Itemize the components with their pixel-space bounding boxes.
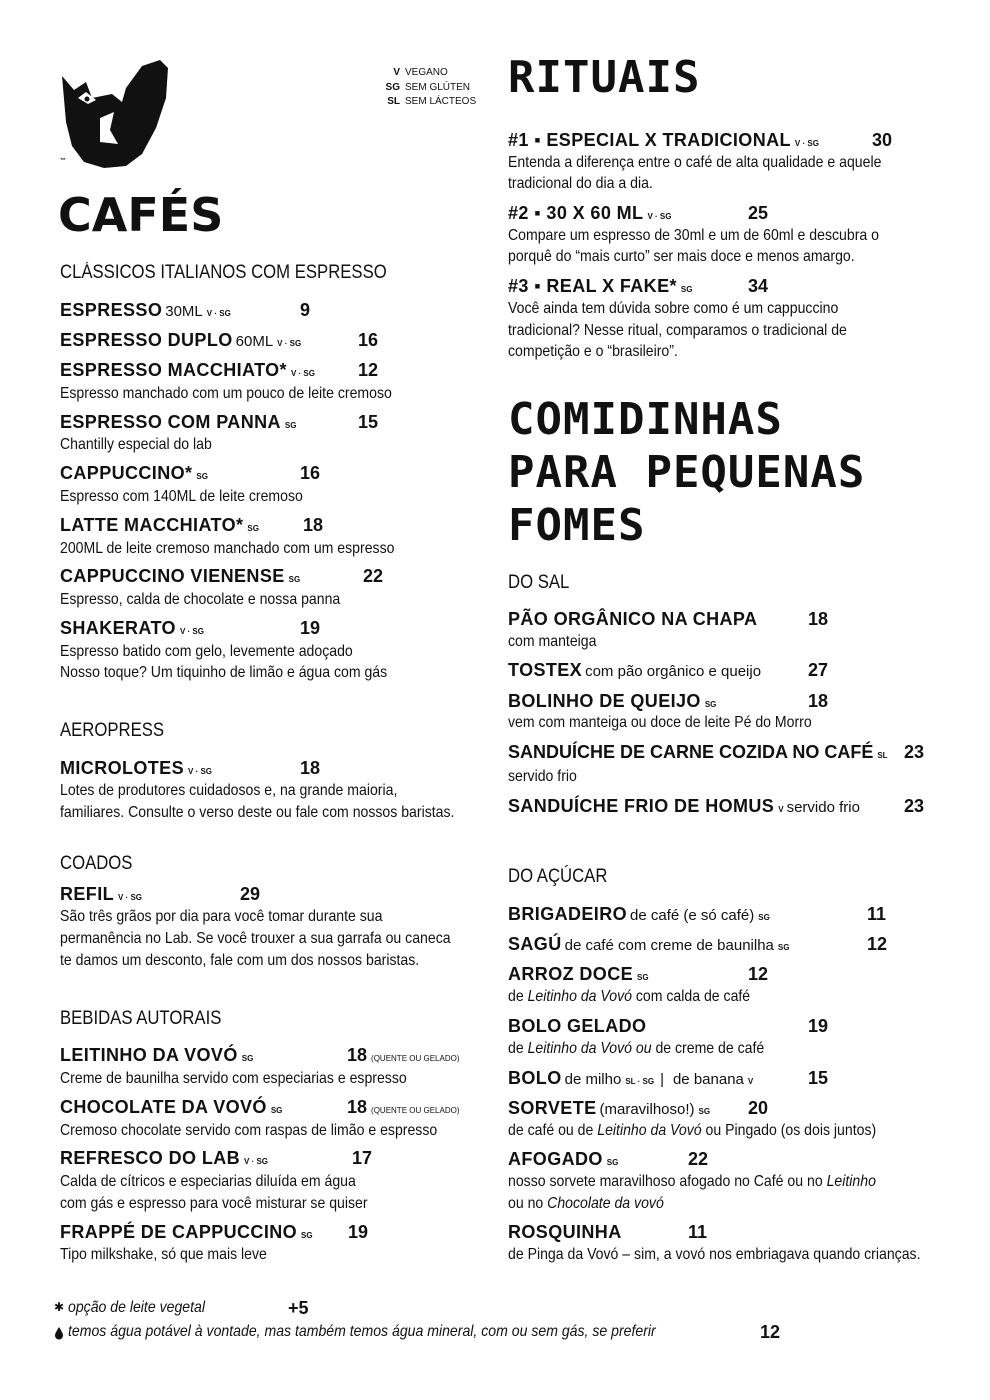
section-sal: DO SAL xyxy=(508,572,570,593)
menu-item: FRAPPÉ DE CAPPUCCINO SG xyxy=(60,1222,313,1242)
fox-logo xyxy=(56,58,176,170)
price: 12 xyxy=(358,360,379,380)
price: 20 xyxy=(748,1098,769,1118)
item-desc: Espresso com 140ML de leite cremoso xyxy=(60,488,303,505)
price: 16 xyxy=(300,463,321,483)
menu-item: BOLO de milho SL · SG | de banana V xyxy=(508,1068,754,1088)
menu-item: SANDUÍCHE FRIO DE HOMUS V servido frio xyxy=(508,796,860,816)
item-desc: te damos um desconto, fale com um dos nossos baristas. xyxy=(60,952,420,969)
item-desc: Espresso, calda de chocolate e nossa panna xyxy=(60,591,341,608)
price: 18 xyxy=(303,515,324,535)
item-desc: familiares. Consulte o verso deste ou fale com nossos baristas. xyxy=(60,804,455,821)
item-desc: de Leitinho da Vovó ou de creme de café xyxy=(508,1040,765,1057)
item-desc: Espresso batido com gelo, levemente adoçado xyxy=(60,643,353,660)
price: 12 xyxy=(867,934,888,954)
price: 18 xyxy=(808,609,829,629)
price: 27 xyxy=(808,660,829,680)
item-desc: Nosso toque? Um tiquinho de limão e água com gás xyxy=(60,664,388,681)
item-desc: servido frio xyxy=(508,768,577,785)
item-desc: tradicional? Nesse ritual, comparamos o tradicional de xyxy=(508,322,847,339)
comidinhas-title: COMIDINHAS PARA PEQUENAS FOMES xyxy=(508,394,866,551)
price: 18 (QUENTE OU GELADO) xyxy=(347,1097,460,1117)
price: 18 xyxy=(808,691,829,711)
menu-item: #3 ▪ REAL X FAKE* SG xyxy=(508,276,693,296)
item-desc: tradicional do dia a dia. xyxy=(508,175,653,192)
item-desc: São três grãos por dia para você tomar durante sua xyxy=(60,908,383,925)
item-desc: Creme de baunilha servido com especiarias e espresso xyxy=(60,1070,407,1087)
item-desc: permanência no Lab. Se você trouxer a sua garrafa ou caneca xyxy=(60,930,451,947)
menu-item: CHOCOLATE DA VOVÓ SG xyxy=(60,1097,283,1117)
price: 19 xyxy=(300,618,321,638)
item-desc: nosso sorvete maravilhoso afogado no Café ou no Leitinho xyxy=(508,1173,876,1190)
section-coados: COADOS xyxy=(60,853,133,874)
menu-item: ESPRESSO MACCHIATO* V · SG xyxy=(60,360,315,380)
price: 22 xyxy=(363,566,384,586)
footnote: temos água potável à vontade, mas também temos água mineral, com ou sem gás, se preferir xyxy=(68,1323,656,1340)
price: 23 xyxy=(904,796,925,816)
section-autorais: BEBIDAS AUTORAIS xyxy=(60,1008,222,1029)
price: 9 xyxy=(300,300,311,320)
item-desc: de café ou de Leitinho da Vovó ou Pingado (os dois juntos) xyxy=(508,1122,877,1139)
legend-row: SG SEM GLÚTEN xyxy=(385,81,471,93)
trademark: ™ xyxy=(60,158,66,164)
menu-item: ESPRESSO DUPLO 60ML V · SG xyxy=(60,330,302,350)
menu-item: SANDUÍCHE DE CARNE COZIDA NO CAFÉ SL xyxy=(508,742,888,762)
section-aeropress: AEROPRESS xyxy=(60,720,165,741)
menu-item: PÃO ORGÂNICO NA CHAPA xyxy=(508,609,758,629)
item-desc: Lotes de produtores cuidadosos e, na grande maioria, xyxy=(60,782,398,799)
item-desc: vem com manteiga ou doce de leite Pé do Morro xyxy=(508,714,812,731)
menu-item: TOSTEX com pão orgânico e queijo xyxy=(508,660,762,680)
price: 15 xyxy=(808,1068,829,1088)
menu-item: CAPPUCCINO* SG xyxy=(60,463,208,483)
item-desc: de Leitinho da Vovó com calda de café xyxy=(508,988,751,1005)
menu-item: ROSQUINHA xyxy=(508,1222,622,1242)
section-classicos: CLÁSSICOS ITALIANOS COM ESPRESSO xyxy=(60,262,387,283)
price: 30 xyxy=(872,130,893,150)
price: 15 xyxy=(358,412,379,432)
item-desc: Você ainda tem dúvida sobre como é um cappuccino xyxy=(508,300,839,317)
item-desc: com gás e espresso para você misturar se quiser xyxy=(60,1195,368,1212)
item-desc: porquê do “mais curto” ser mais doce e menos amargo. xyxy=(508,248,855,265)
menu-item: SORVETE (maravilhoso!) SG xyxy=(508,1098,711,1118)
menu-item: CAPPUCCINO VIENENSE SG xyxy=(60,566,301,586)
item-desc: Tipo milkshake, só que mais leve xyxy=(60,1246,267,1263)
price: +5 xyxy=(288,1298,309,1318)
legend-row: V VEGANO xyxy=(393,67,448,78)
menu-item: ESPRESSO COM PANNA SG xyxy=(60,412,297,432)
menu-item: BRIGADEIRO de café (e só café) SG xyxy=(508,904,770,924)
rituais-title: RITUAIS xyxy=(508,52,701,103)
legend xyxy=(380,66,476,110)
item-desc: Chantilly especial do lab xyxy=(60,436,212,453)
fox-logo-icon xyxy=(56,58,176,170)
water-drop-icon xyxy=(54,1326,64,1345)
price: 18 xyxy=(300,758,321,778)
menu-item: BOLO GELADO xyxy=(508,1016,647,1036)
item-desc: Cremoso chocolate servido com raspas de limão e espresso xyxy=(60,1122,438,1139)
price: 19 xyxy=(808,1016,829,1036)
menu-item: SAGÚ de café com creme de baunilha SG xyxy=(508,934,790,954)
menu-item: ARROZ DOCE SG xyxy=(508,964,649,984)
price: 22 xyxy=(688,1149,709,1169)
menu-item: REFRESCO DO LAB V · SG xyxy=(60,1148,269,1168)
menu-item: #1 ▪ ESPECIAL X TRADICIONAL V · SG xyxy=(508,130,819,150)
price: 12 xyxy=(760,1322,781,1342)
item-desc: Entenda a diferença entre o café de alta qualidade e aquele xyxy=(508,154,882,171)
item-desc: com manteiga xyxy=(508,633,597,650)
item-desc: Calda de cítricos e especiarias diluída em água xyxy=(60,1173,356,1190)
price: 11 xyxy=(867,904,887,924)
menu-item: SHAKERATO V · SG xyxy=(60,618,204,638)
price: 23 xyxy=(904,742,925,762)
item-desc: de Pinga da Vovó – sim, a vovó nos embriagava quando crianças. xyxy=(508,1246,921,1263)
menu-item: AFOGADO SG xyxy=(508,1149,619,1169)
menu-item: LEITINHO DA VOVÓ SG xyxy=(60,1045,254,1065)
item-desc: ou no Chocolate da vovó xyxy=(508,1195,664,1212)
menu-item: REFIL V · SG xyxy=(60,884,143,904)
item-desc: 200ML de leite cremoso manchado com um espresso xyxy=(60,540,395,557)
menu-item: BOLINHO DE QUEIJO SG xyxy=(508,691,717,711)
asterisk-icon: ✱ xyxy=(54,1300,65,1314)
price: 12 xyxy=(748,964,769,984)
menu-item: MICROLOTES V · SG xyxy=(60,758,213,778)
price: 18 (QUENTE OU GELADO) xyxy=(347,1045,460,1065)
price: 25 xyxy=(748,203,769,223)
menu-item: LATTE MACCHIATO* SG xyxy=(60,515,259,535)
menu-item: ESPRESSO 30ML V · SG xyxy=(60,300,231,320)
item-desc: Compare um espresso de 30ml e um de 60ml e descubra o xyxy=(508,227,879,244)
item-desc: competição e o “brasileiro”. xyxy=(508,343,678,360)
price: 11 xyxy=(688,1222,708,1242)
legend-row: SL SEM LÁCTEOS xyxy=(387,96,477,107)
price: 16 xyxy=(358,330,379,350)
item-desc: Espresso manchado com um pouco de leite cremoso xyxy=(60,385,392,402)
price: 29 xyxy=(240,884,261,904)
cafes-title: CAFÉS xyxy=(58,188,224,242)
price: 19 xyxy=(348,1222,369,1242)
footnote: opção de leite vegetal xyxy=(68,1299,205,1316)
menu-item: #2 ▪ 30 X 60 ML V · SG xyxy=(508,203,672,223)
section-acucar: DO AÇÚCAR xyxy=(508,866,608,887)
price: 17 xyxy=(352,1148,373,1168)
price: 34 xyxy=(748,276,769,296)
